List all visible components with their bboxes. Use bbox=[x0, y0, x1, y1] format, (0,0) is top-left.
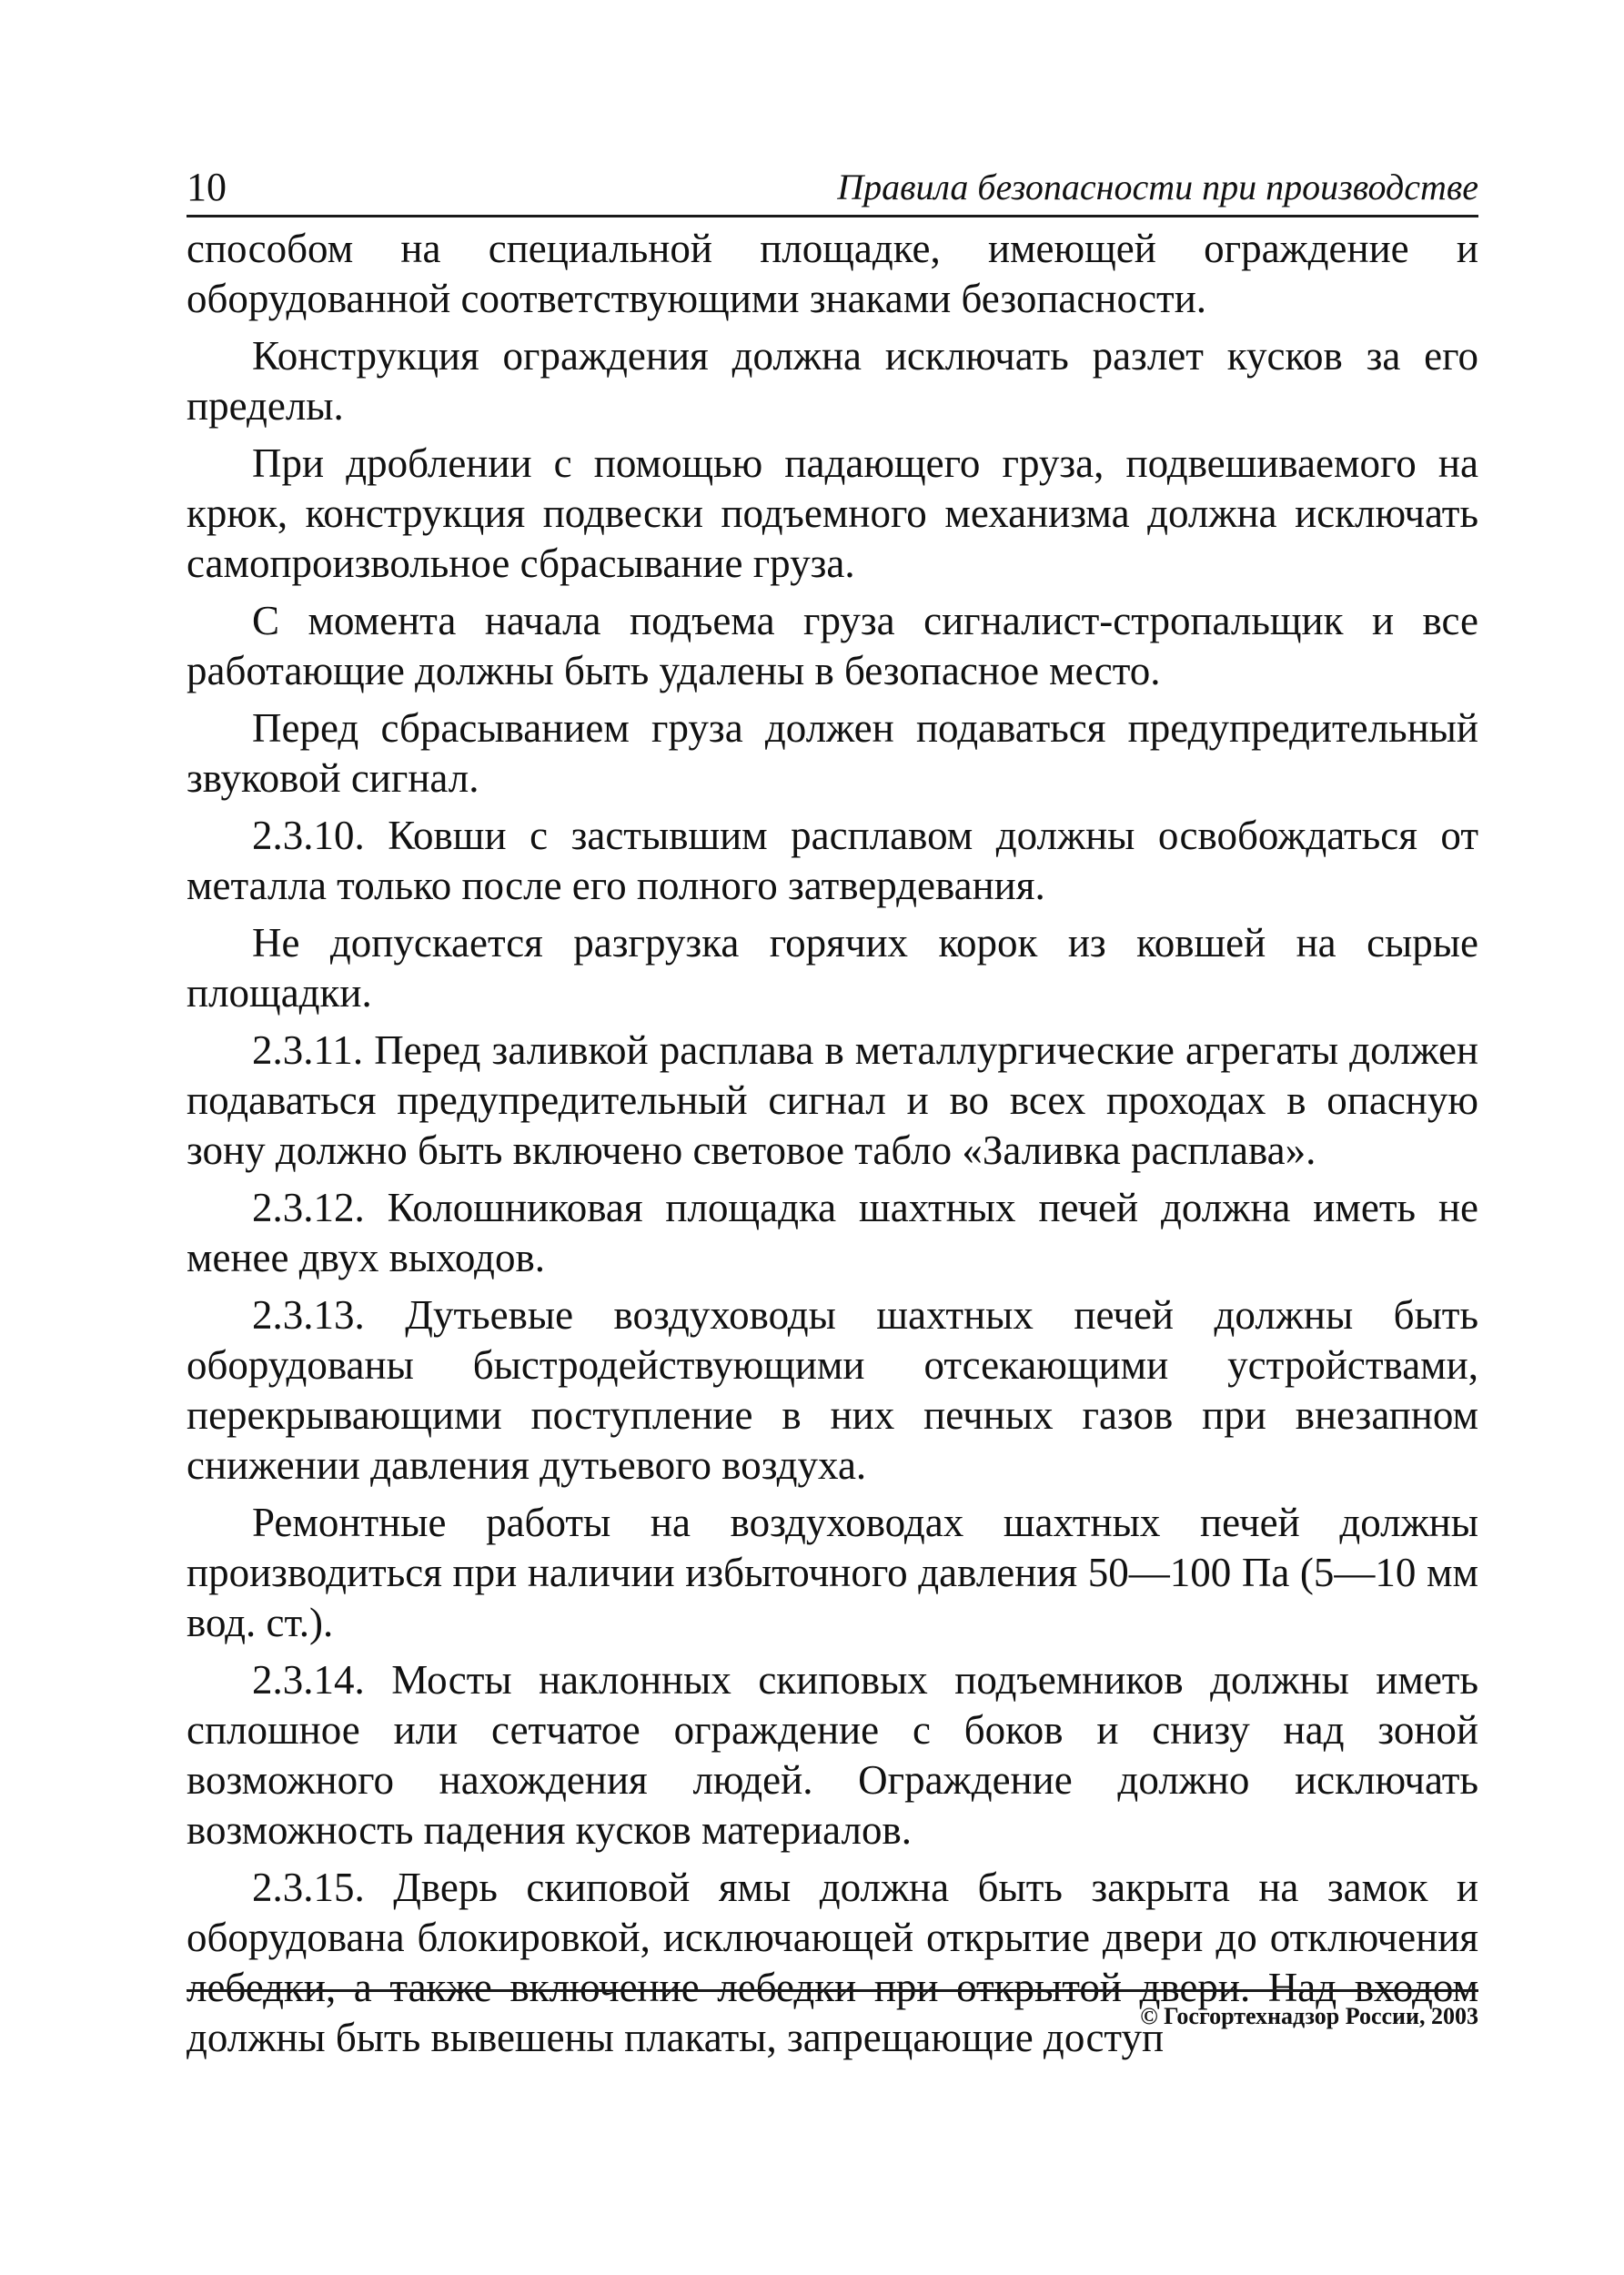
paragraph-continued: способом на специальной площадке, имеющей ограждение и оборудованной соответствующими знаками безопасности. bbox=[187, 226, 1478, 321]
paragraph: С момента начала подъема груза сигналист-стропальщик и все работающие должны быть удалены в безопасное место. bbox=[187, 598, 1478, 693]
body-text bbox=[187, 224, 1478, 2070]
copyright-notice: © Госгортехнадзор России, 2003 bbox=[1140, 2003, 1478, 2029]
page-number: 10 bbox=[187, 165, 227, 209]
page-header bbox=[187, 160, 1478, 217]
paragraph-2-3-12: 2.3.12. Колошниковая площадка шахтных печей должна иметь не менее двух выходов. bbox=[187, 1185, 1478, 1280]
paragraph: Не допускается разгрузка горячих корок из ковшей на сырые площадки. bbox=[187, 920, 1478, 1016]
paragraph-2-3-13: 2.3.13. Дутьевые воздуховоды шахтных печей должны быть оборудованы быстродействующими отсекающими устройствами, перекрывающими поступление в них печных газов при внезапном снижении давления дутьевого воздуха. bbox=[187, 1292, 1478, 1488]
paragraph-2-3-15: 2.3.15. Дверь скиповой ямы должна быть закрыта на замок и оборудована блокировкой, исключающей открытие двери до отключения лебедки, а также включение лебедки при открытой двери. Над входом должны быть вывешены плакаты, запрещающие доступ bbox=[187, 1865, 1478, 2060]
paragraph: При дроблении с помощью падающего груза, подвешиваемого на крюк, конструкция подвески подъемного механизма должна исключать самопроизвольное сбрасывание груза. bbox=[187, 440, 1478, 586]
paragraph-2-3-14: 2.3.14. Мосты наклонных скиповых подъемников должны иметь сплошное или сетчатое ограждение с боков и снизу над зоной возможного нахождения людей. Ограждение должно исключать возможность падения кусков материалов. bbox=[187, 1657, 1478, 1853]
paragraph: Конструкция ограждения должна исключать разлет кусков за его пределы. bbox=[187, 333, 1478, 429]
paragraph-2-3-11: 2.3.11. Перед заливкой расплава в металлургические агрегаты должен подаваться предупредительный сигнал и во всех проходах в опасную зону должно быть включено световое табло «Заливка расплава». bbox=[187, 1027, 1478, 1173]
running-title: Правила безопасности при производстве bbox=[837, 167, 1478, 207]
paragraph: Ремонтные работы на воздуховодах шахтных печей должны производиться при наличии избыточного давления 50—100 Па (5—10 мм вод. ст.). bbox=[187, 1500, 1478, 1645]
paragraph: Перед сбрасыванием груза должен подаваться предупредительный звуковой сигнал. bbox=[187, 705, 1478, 801]
footer-rule bbox=[187, 1989, 1478, 1992]
paragraph-2-3-10: 2.3.10. Ковши с застывшим расплавом должны освобождаться от металла только после его полного затвердевания. bbox=[187, 813, 1478, 908]
